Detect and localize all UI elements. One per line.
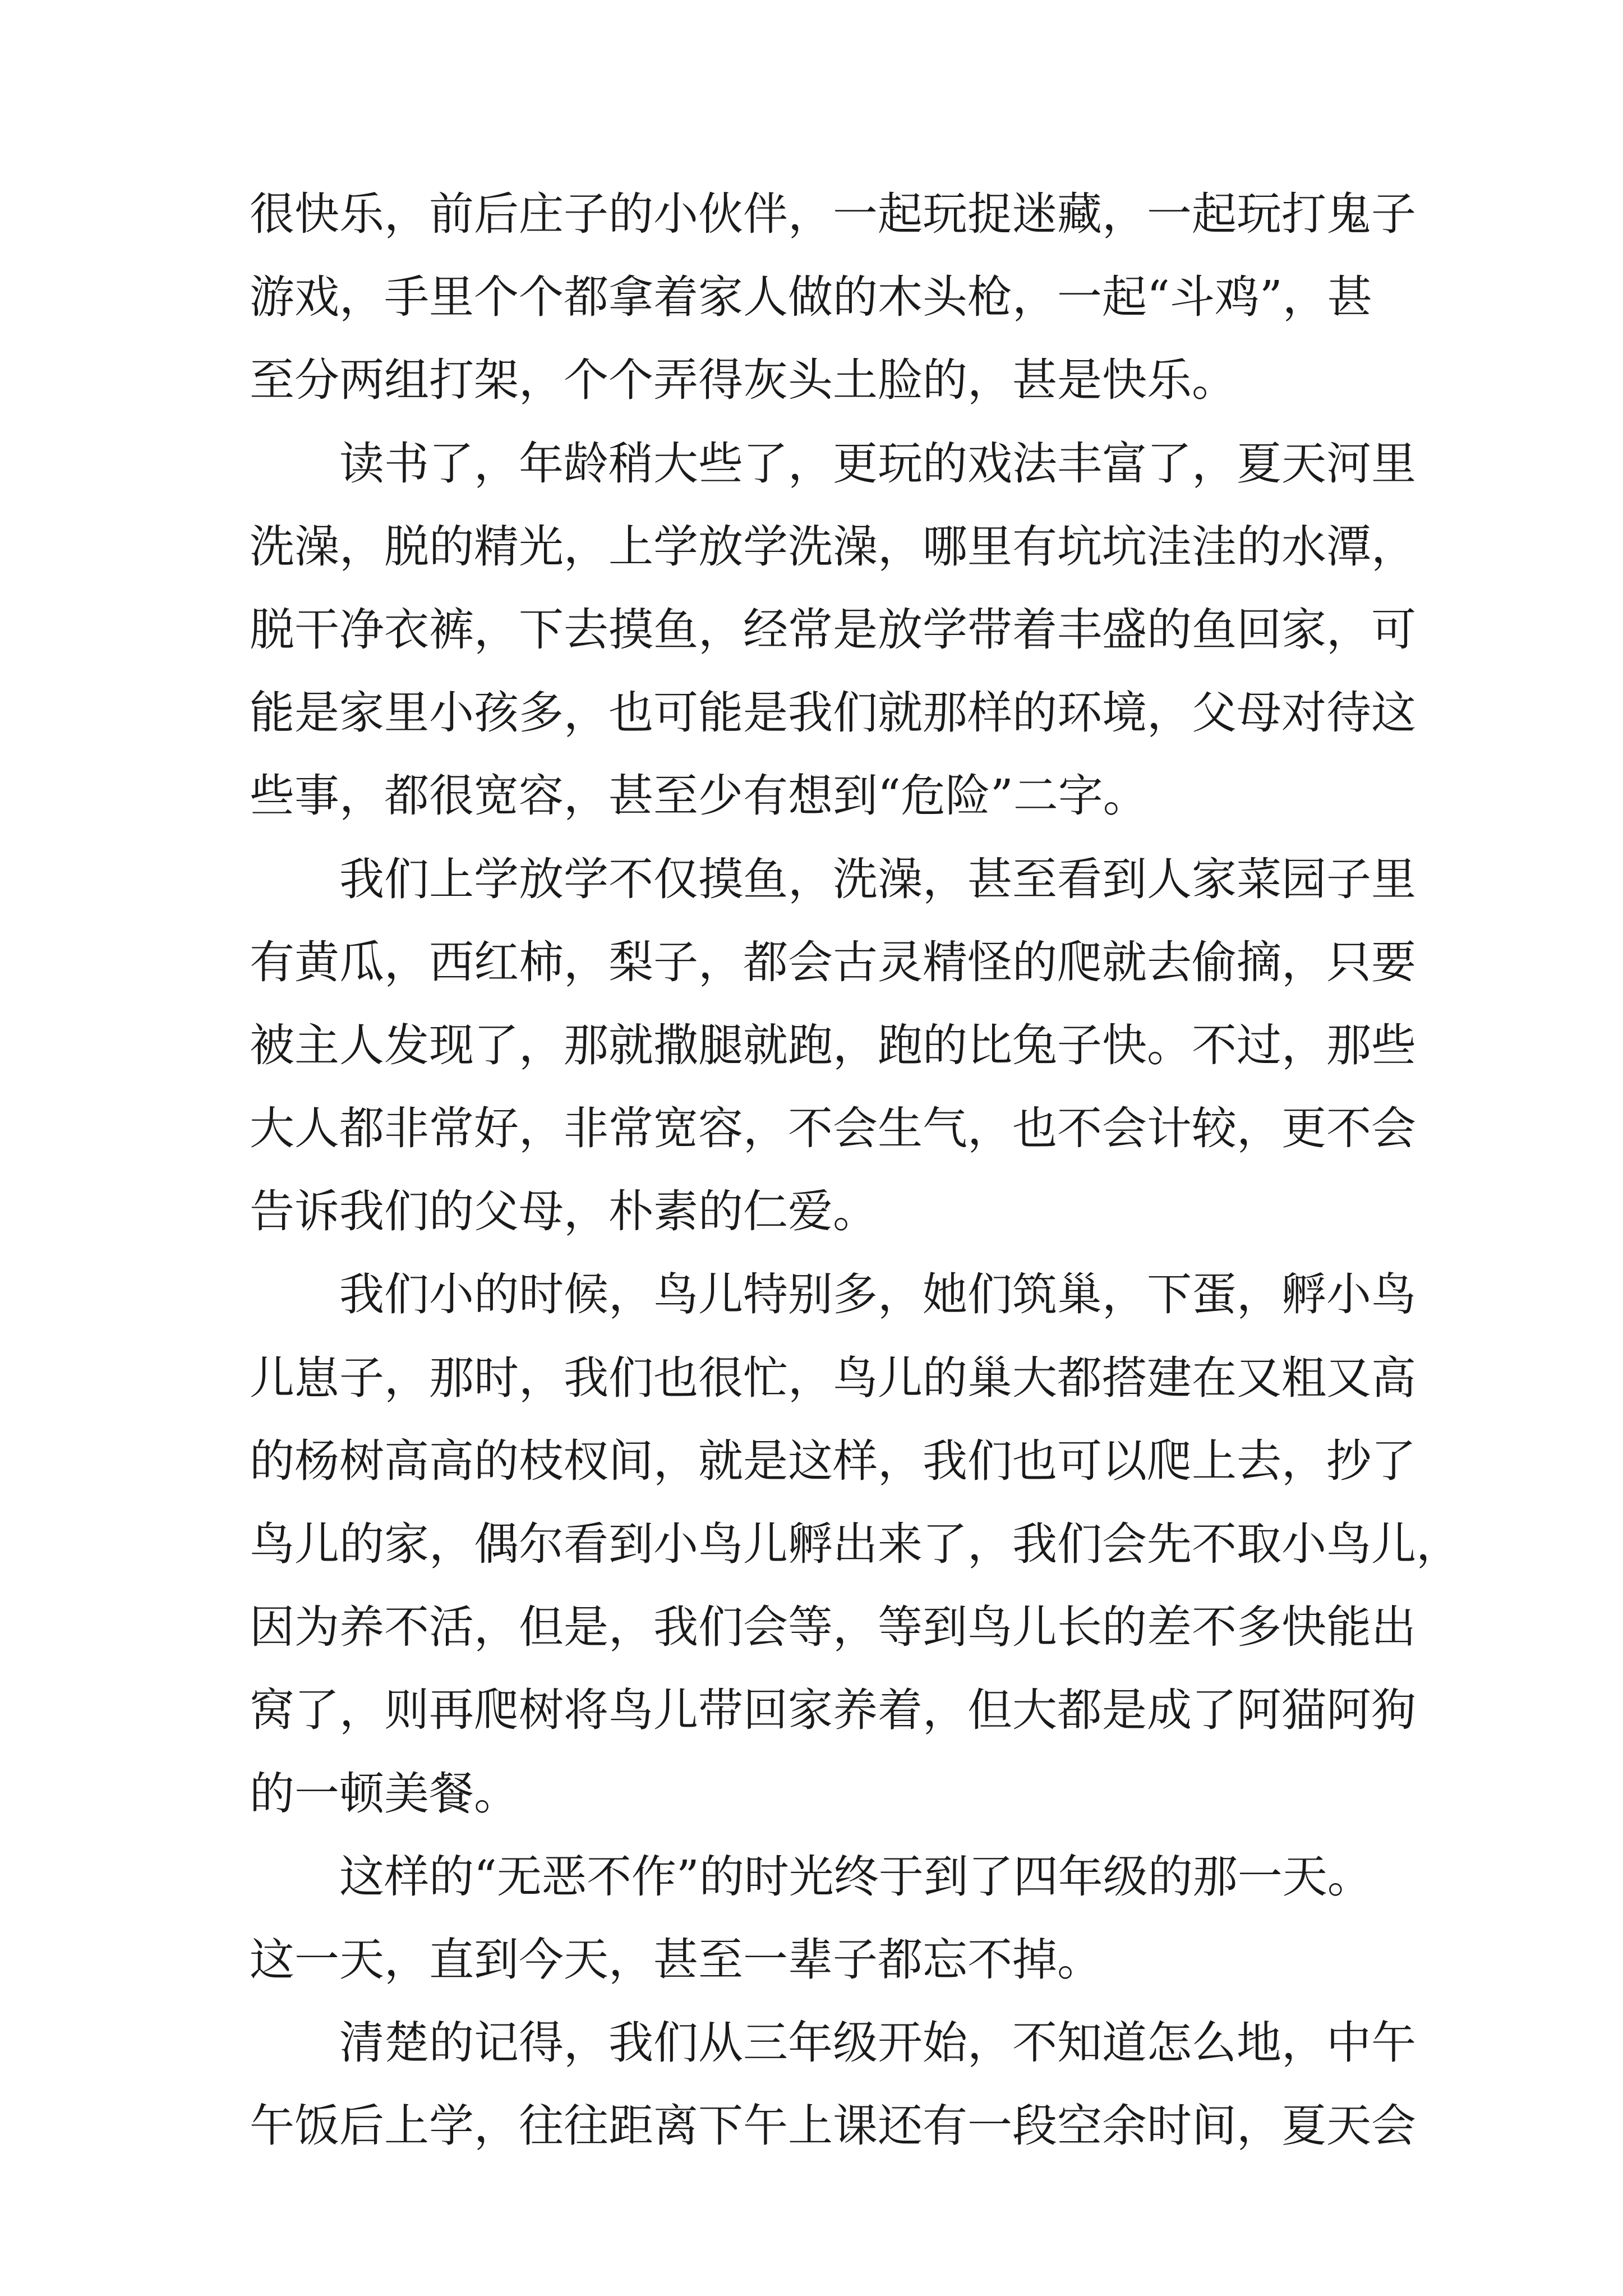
text-line: 清楚的记得，我们从三年级开始，不知道怎么地，中午 [250, 2017, 1416, 2069]
text-line: 读书了，年龄稍大些了，更玩的戏法丰富了，夏天河里 [250, 437, 1416, 490]
paragraph-1 [250, 173, 1416, 422]
text-line: 这一天，直到今天，甚至一辈子都忘不掉。 [250, 1933, 1102, 1986]
text-line: 洗澡，脱的精光，上学放学洗澡，哪里有坑坑洼洼的水潭， [250, 520, 1416, 573]
text-line: 我们小的时候，鸟儿特别多，她们筑巢，下蛋，孵小鸟 [250, 1268, 1416, 1321]
paragraph-3 [250, 838, 1416, 1254]
paragraph-6 [250, 2001, 1416, 2168]
text-line: 鸟儿的家，偶尔看到小鸟儿孵出来了，我们会先不取小鸟儿， [250, 1518, 1461, 1570]
text-line: 因为养不活，但是，我们会等，等到鸟儿长的差不多快能出 [250, 1601, 1416, 1654]
text-line: 能是家里小孩多，也可能是我们就那样的环境，父母对待这 [250, 687, 1416, 739]
text-line: 这样的“无恶不作”的时光终于到了四年级的那一天。 [250, 1850, 1372, 1903]
text-line: 大人都非常好，非常宽容，不会生气，也不会计较，更不会 [250, 1102, 1416, 1155]
text-line: 被主人发现了，那就撒腿就跑，跑的比兔子快。不过，那些 [250, 1019, 1416, 1071]
text-line: 的一顿美餐。 [250, 1767, 519, 1820]
text-line: 儿崽子，那时，我们也很忙，鸟儿的巢大都搭建在又粗又高 [250, 1351, 1416, 1404]
text-line: 脱干净衣裤，下去摸鱼，经常是放学带着丰盛的鱼回家，可 [250, 603, 1416, 656]
text-line: 告诉我们的父母，朴素的仁爱。 [250, 1185, 878, 1238]
text-line: 很快乐，前后庄子的小伙伴，一起玩捉迷藏，一起玩打鬼子 [250, 188, 1416, 240]
text-line: 至分两组打架，个个弄得灰头土脸的，甚是快乐。 [250, 354, 1237, 407]
text-line: 窝了，则再爬树将鸟儿带回家养着，但大都是成了阿猫阿狗 [250, 1684, 1416, 1737]
text-line: 游戏，手里个个都拿着家人做的木头枪，一起“斗鸡”，甚 [250, 271, 1372, 324]
text-line: 的杨树高高的枝杈间，就是这样，我们也可以爬上去，抄了 [250, 1434, 1416, 1487]
text-line: 些事，都很宽容，甚至少有想到“危险”二字。 [250, 770, 1148, 822]
text-line: 有黄瓜，西红柿，梨子，都会古灵精怪的爬就去偷摘，只要 [250, 936, 1416, 988]
paragraph-5 [250, 1835, 1388, 2001]
paragraph-4 [250, 1253, 1461, 1835]
text-line: 午饭后上学，往往距离下午上课还有一段空余时间，夏天会 [250, 2100, 1416, 2152]
text-line: 我们上学放学不仅摸鱼，洗澡，甚至看到人家菜园子里 [250, 853, 1416, 905]
paragraph-2 [250, 422, 1416, 838]
body-text [250, 173, 1461, 2168]
